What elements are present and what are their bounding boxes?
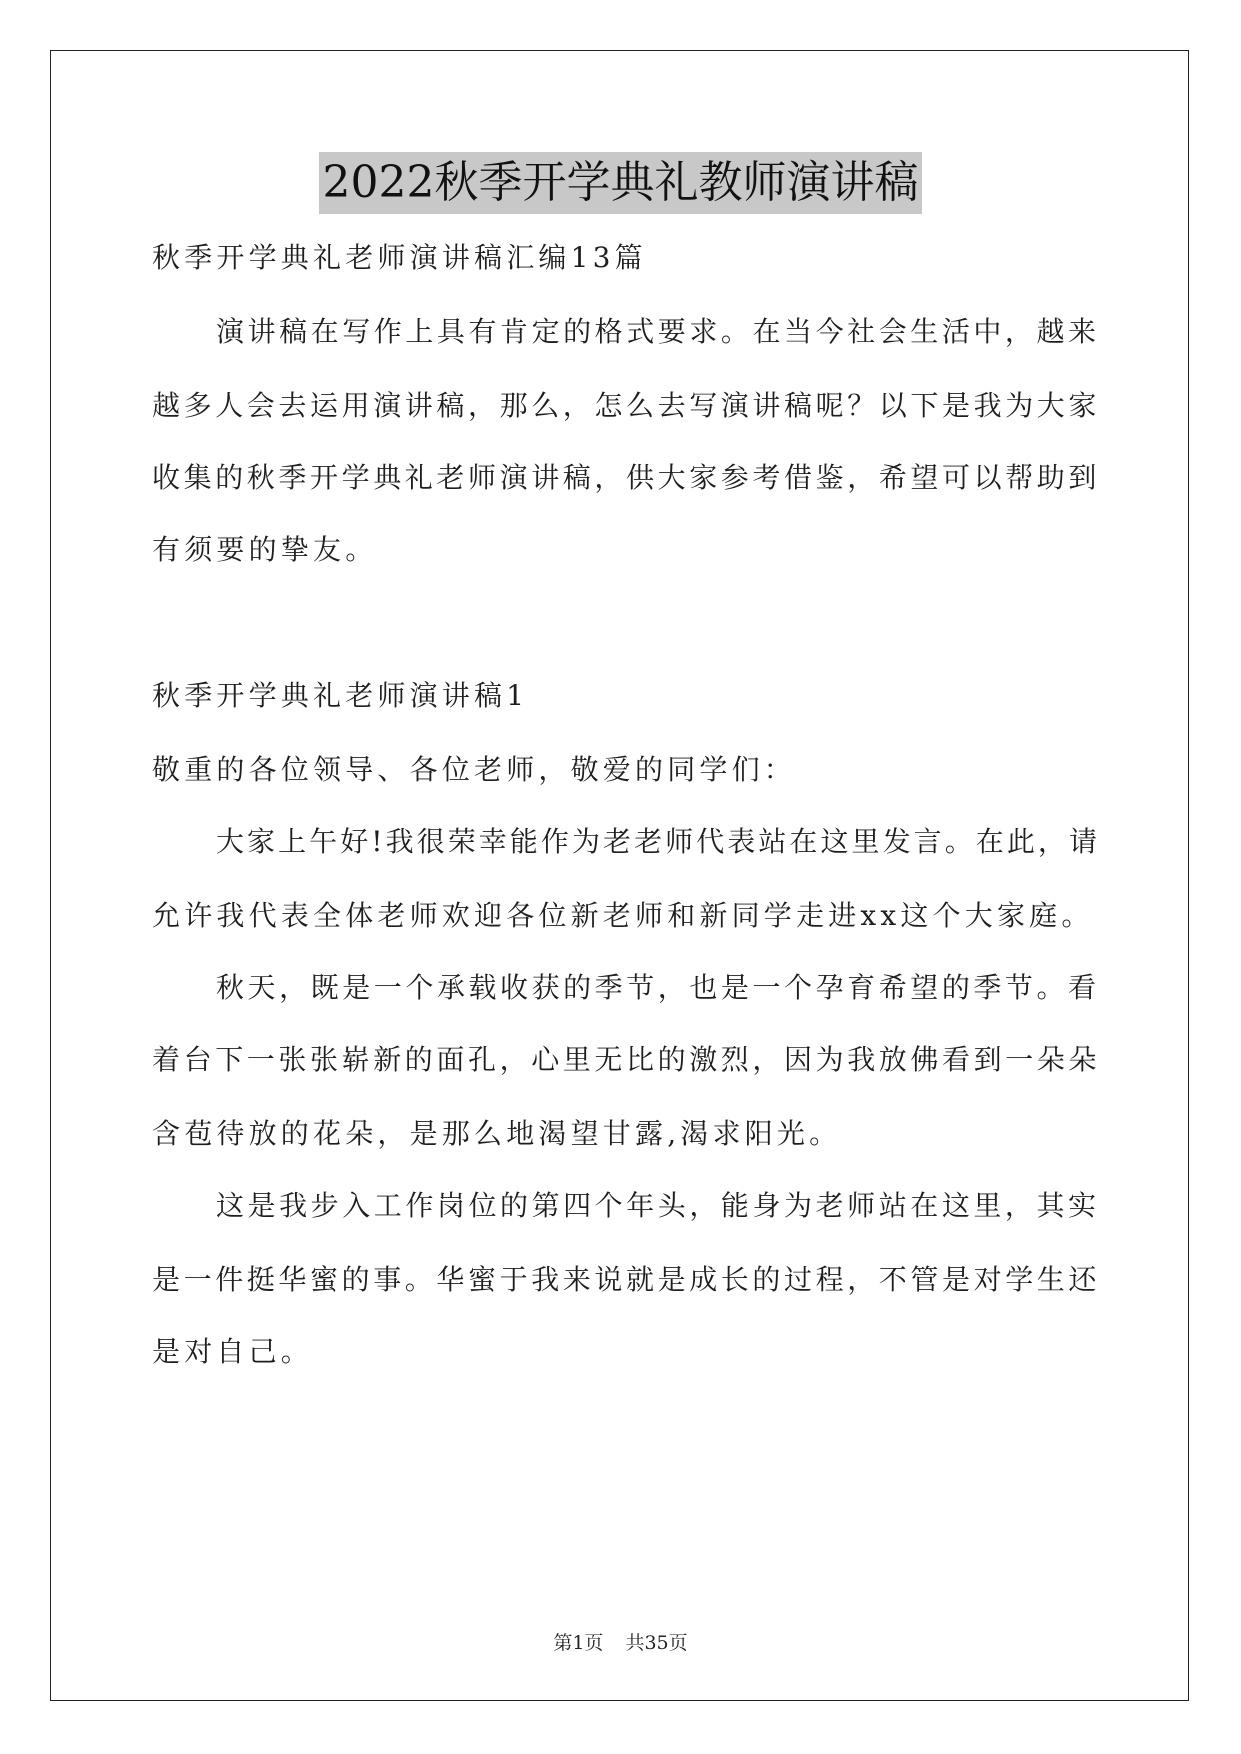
document-title: 2022秋季开学典礼教师演讲稿: [319, 152, 923, 214]
intro-line-3: 收集的秋季开学典礼老师演讲稿，供大家参考借鉴，希望可以帮助到: [152, 461, 1101, 494]
intro-line-2: 越多人会去运用演讲稿，那么，怎么去写演讲稿呢？以下是我为大家: [152, 389, 1101, 422]
page-total: 共35页: [625, 1632, 688, 1654]
paragraph-3-line-2: 是一件挺华蜜的事。华蜜于我来说就是成长的过程，不管是对学生还: [152, 1263, 1101, 1296]
paragraph-2-line-1: 秋天，既是一个承载收获的季节，也是一个孕育希望的季节。看: [216, 971, 1100, 1004]
paragraph-2-line-2: 着台下一张张崭新的面孔，心里无比的激烈，因为我放佛看到一朵朵: [152, 1043, 1101, 1076]
paragraph-3-line-3: 是对自己。: [152, 1335, 314, 1368]
paragraph-1-line-1: 大家上午好!我很荣幸能作为老老师代表站在这里发言。在此，请: [216, 825, 1101, 858]
salutation: 敬重的各位领导、各位老师，敬爱的同学们：: [152, 753, 797, 786]
intro-line-1: 演讲稿在写作上具有肯定的格式要求。在当今社会生活中，越来: [216, 315, 1100, 348]
collection-subtitle: 秋季开学典礼老师演讲稿汇编13篇: [152, 241, 647, 274]
section-heading-1: 秋季开学典礼老师演讲稿1: [152, 679, 529, 712]
page-footer: [0, 1628, 1241, 1655]
title-container: [0, 152, 1241, 214]
page-border: [50, 50, 1189, 1701]
intro-line-4: 有须要的挚友。: [152, 533, 378, 566]
paragraph-2-line-3: 含苞待放的花朵，是那么地渴望甘露,渴求阳光。: [152, 1117, 842, 1150]
page-number: 第1页: [553, 1632, 604, 1654]
paragraph-3-line-1: 这是我步入工作岗位的第四个年头，能身为老师站在这里，其实: [216, 1189, 1100, 1222]
paragraph-1-line-2: 允许我代表全体老师欢迎各位新老师和新同学走进xx这个大家庭。: [152, 899, 1094, 932]
